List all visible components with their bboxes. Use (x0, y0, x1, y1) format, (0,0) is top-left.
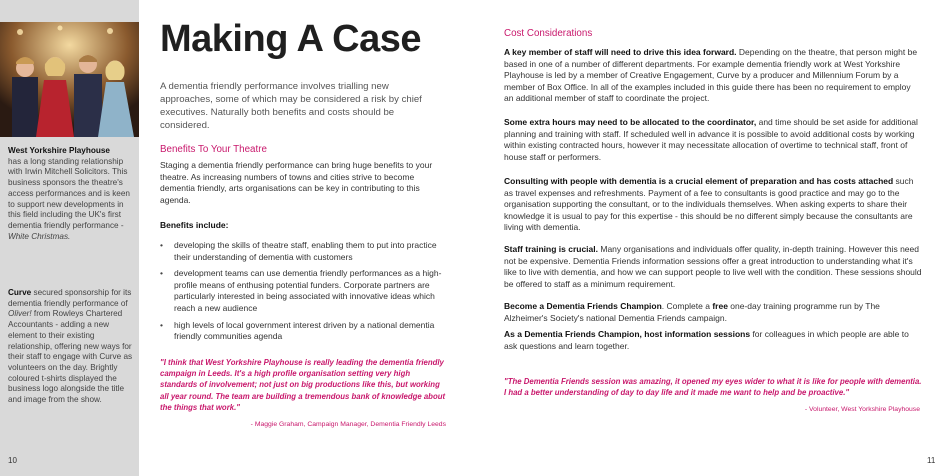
benefits-intro: Staging a dementia friendly performance can bring huge benefits to your theatre. As increasing numbers of towns and cities strive to become dementia friendly, arts organisations can be key in contributing to this agenda. (160, 160, 433, 205)
cost-paragraph-6: As a Dementia Friends Champion, host information sessions for colleagues in which people are able to ask questions and learn together. (504, 329, 909, 351)
sidebar-paragraph-playhouse: West Yorkshire Playhouse has a long standing relationship with Irwin Mitchell Solicitors. This business sponsors the theatre's access performances and is keen to support new developments in this field including the UK's first dementia friendly performance - White Christmas. (8, 146, 130, 241)
cost-heading: Cost Considerations (504, 28, 593, 39)
cost-paragraph-5: Become a Dementia Friends Champion. Complete a free one-day training programme run by The Alzheimer's Society's national Dementia Friends campaign. (504, 301, 880, 323)
lead-paragraph: A dementia friendly performance involves trialling new approaches, some of which may be considered a risk by chief executives. Naturally both benefits and costs should be considered. (160, 81, 422, 131)
production-photo-image (0, 22, 139, 137)
production-photo (0, 22, 139, 137)
benefits-label: Benefits include: (160, 220, 229, 230)
benefit-item: • development teams can use dementia friendly performances as a high-profile means of enthusing potential funders. Corporate partners are particularly interested in being associated with innovative ideas which reach a new audience (160, 268, 450, 314)
right-quote-attribution: - Volunteer, West Yorkshire Playhouse (804, 406, 920, 413)
benefits-heading: Benefits To Your Theatre (160, 144, 267, 155)
sidebar-curve-name: Curve (8, 288, 32, 297)
left-sidebar (0, 0, 139, 476)
sidebar-playhouse-name: West Yorkshire Playhouse (8, 146, 110, 155)
left-quote: "I think that West Yorkshire Playhouse is really leading the dementia friendly campaign in Leeds. It's a high profile organisation setting very high standards of involvement; not just on big productions like this, but working all year round. The team are building a tremendous bank of knowledge about the things that work." (160, 358, 446, 412)
benefit-item: • developing the skills of theatre staff, enabling them to put into practice their understanding of dementia with customers (160, 240, 450, 263)
page-number-right: 11 (927, 456, 936, 465)
page-number-left: 10 (8, 456, 17, 465)
cost-paragraph-1: A key member of staff will need to drive this idea forward. Depending on the theatre, that person might be based in one of a number of different departments. For example dementia friendly work at West Yorkshire Playhouse is led by a member of Creative Engagement, Curve by a producer and Millennium Forum by a member of Box Office. In all of the examples included in this guide there has been no requirement to employ an additional member of staff to coordinate the project. (504, 47, 918, 104)
benefits-list (160, 240, 450, 348)
right-quote: "The Dementia Friends session was amazing, it opened my eyes wider to what it is like for people with dementia. I had a better understanding of day to day life and it made me want to help and be proactive." (504, 377, 922, 398)
cost-paragraph-3: Consulting with people with dementia is a crucial element of preparation and has costs attached such as travel expenses and refreshments. Payment of a fee to consultants is good practice and may go to the organisation supporting the consultant, or to the individuals themselves. When asking experts to share their knowledge it is usual to pay for this expertise - this should be no different simply because the consultants are living with dementia. (504, 176, 914, 233)
page-title: Making A Case (160, 18, 421, 60)
benefit-item: • high levels of local government interest driven by a national dementia friendly communities agenda (160, 320, 450, 343)
cost-paragraph-2: Some extra hours may need to be allocated to the coordinator, and time should be set aside for additional planning and training with staff. If scheduled well in advance it is possible to avoid additional costs by working within existing contracted hours, however it may necessitate allocation of overtime to technical staff, front of house staff or performers. (504, 117, 918, 162)
left-quote-attribution: - Maggie Graham, Campaign Manager, Dementia Friendly Leeds (250, 421, 446, 428)
cost-paragraph-4: Staff training is crucial. Many organisations and individuals offer quality, in-depth training. However this need not be expensive. Dementia Friends information sessions offer a great introduction to understanding what it's like to live with dementia, and how we can support people to live well with the condition. These sessions should be offered to staff as a minimum requirement. (504, 244, 922, 289)
sidebar-paragraph-curve: Curve secured sponsorship for its dementia friendly performance of Oliver! from Rowleys Chartered Accountants - adding a new element to their existing relationship, offering new ways for their staff to engage with Curve as volunteers on the day. Brightly coloured t-shirts displayed the business logo alongside the title and image from the show. (8, 288, 133, 405)
